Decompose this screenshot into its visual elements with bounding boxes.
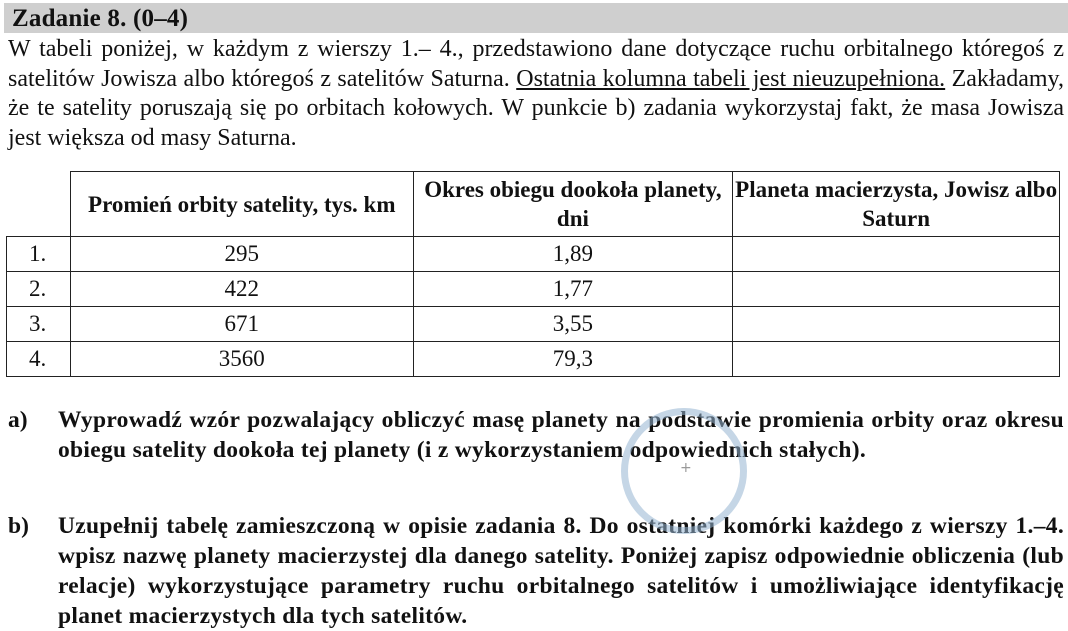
intro-underlined-text: Ostatnia kolumna tabeli jest nieuzupełniona. [516,65,946,92]
row-number: 1. [7,237,71,272]
subtask-b [8,511,1064,631]
orbit-radius-cell: 295 [70,237,413,272]
orbit-radius-cell: 671 [70,307,413,342]
header-parent-planet: Planeta macierzysta, Jowisz albo Saturn [733,172,1060,237]
subtask-b-label: b) [8,513,29,539]
table-row [7,272,1060,307]
parent-planet-cell[interactable] [733,272,1060,307]
table-row [7,237,1060,272]
header-orbital-period: Okres obiegu dookoła planety, dni [413,172,733,237]
crosshair-plus-icon: + [680,460,692,476]
parent-planet-cell[interactable] [733,342,1060,377]
header-blank-cell [7,172,71,237]
subtask-a-text: Wyprowadź wzór pozwalający obliczyć masę planety na podstawie promienia orbity oraz okresu obiegu satelity dookoła tej planety (i z wykorzystaniem odpowiednich stałych). [58,407,1064,463]
orbit-radius-cell: 3560 [70,342,413,377]
row-number: 4. [7,342,71,377]
subtask-a [8,405,1064,465]
subtask-a-label: a) [8,407,28,433]
row-number: 3. [7,307,71,342]
header-orbit-radius: Promień orbity satelity, tys. km [70,172,413,237]
table-header-row [7,172,1060,237]
orbital-period-cell: 3,55 [413,307,733,342]
parent-planet-cell[interactable] [733,307,1060,342]
satellite-data-table [6,171,1060,377]
parent-planet-cell[interactable] [733,237,1060,272]
intro-text-part2: Zakładamy, że te satelity poruszają się po orbitach kołowych. W punkcie b) zadania wykorzystaj fakt, że masa Jowisza jest większa od masy Saturna. [8,65,1064,151]
orbital-period-cell: 1,77 [413,272,733,307]
task-title-bar [4,3,1068,33]
intro-text-part1: W tabeli poniżej, w każdym z wierszy 1.– 4., przedstawiono dane dotyczące ruchu orbitalnego któregoś z satelitów Jowisza albo któregoś z satelitów Saturna. [8,36,1064,92]
row-number: 2. [7,272,71,307]
orbit-radius-cell: 422 [70,272,413,307]
orbital-period-cell: 1,89 [413,237,733,272]
task-intro [8,35,1064,153]
task-title: Zadanie 8. (0–4) [12,5,189,32]
table-row [7,307,1060,342]
table-row [7,342,1060,377]
orbital-period-cell: 79,3 [413,342,733,377]
subtask-b-text: Uzupełnij tabelę zamieszczoną w opisie zadania 8. Do ostatniej komórki każdego z wierszy 1.–4. wpisz nazwę planety macierzystej dla danego satelity. Poniżej zapisz odpowiednie obliczenia (lub relacje) wykorzystujące parametry ruchu orbitalnego satelitów i umożliwiające identyfikację planet macierzystych dla tych satelitów. [58,513,1064,629]
